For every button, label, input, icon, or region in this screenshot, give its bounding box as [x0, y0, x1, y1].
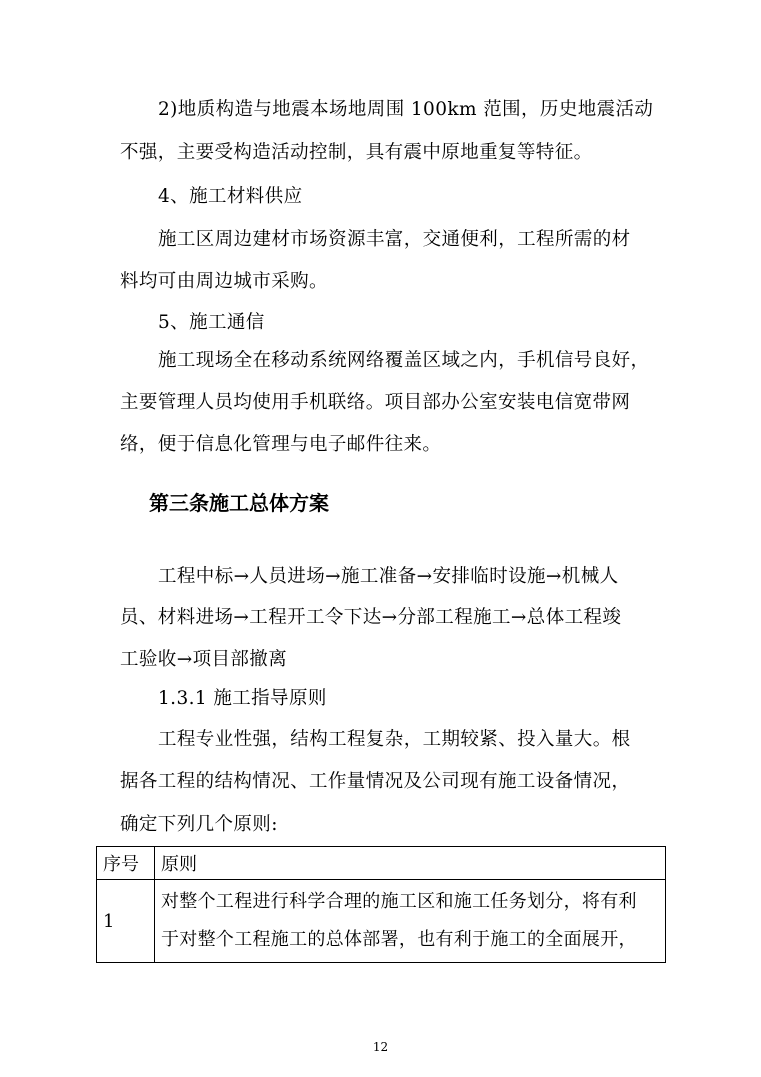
row-principle-line-1: 对整个工程进行科学合理的施工区和施工任务划分，将有利 — [161, 891, 637, 912]
header-number: 序号 — [97, 847, 155, 880]
paragraph-geology-line-1: 2)地质构造与地震本场地周围 100km 范围，历史地震活动 — [158, 99, 654, 120]
subheading-principles: 1.3.1 施工指导原则 — [158, 688, 327, 709]
row-principle-text — [155, 880, 666, 963]
flow-line-2: 员、材料进场→工程开工令下达→分部工程施工→总体工程竣 — [120, 607, 622, 628]
principles-table — [96, 846, 666, 963]
page-number: 12 — [372, 1040, 389, 1054]
comms-heading: 5、施工通信 — [158, 312, 265, 333]
paragraph-geology-line-2: 不强，主要受构造活动控制，具有震中原地重复等特征。 — [120, 142, 593, 163]
paragraph-comms-line-3: 络，便于信息化管理与电子邮件往来。 — [120, 434, 442, 455]
paragraph-materials-line-2: 料均可由周边城市采购。 — [120, 271, 328, 292]
flow-line-1: 工程中标→人员进场→施工准备→安排临时设施→机械人 — [158, 566, 619, 587]
paragraph-materials-line-1: 施工区周边建材市场资源丰富，交通便利，工程所需的材 — [158, 229, 631, 250]
table-row — [97, 880, 666, 963]
row-principle-line-2: 于对整个工程施工的总体部署，也有利于施工的全面展开， — [161, 929, 637, 950]
flow-line-3: 工验收→项目部撤离 — [120, 649, 288, 670]
materials-heading: 4、施工材料供应 — [158, 186, 303, 207]
paragraph-comms-line-2: 主要管理人员均使用手机联络。项目部办公室安装电信宽带网 — [120, 392, 631, 413]
header-principle: 原则 — [155, 847, 666, 880]
principle-intro-line-1: 工程专业性强，结构工程复杂，工期较紧、投入量大。根 — [158, 729, 631, 750]
principle-intro-line-3: 确定下列几个原则: — [120, 814, 278, 835]
row-number: 1 — [97, 880, 155, 963]
principle-intro-line-2: 据各工程的结构情况、工作量情况及公司现有施工设备情况， — [120, 771, 631, 792]
table-header-row — [97, 847, 666, 880]
paragraph-comms-line-1: 施工现场全在移动系统网络覆盖区域之内，手机信号良好， — [158, 350, 650, 371]
section-title: 第三条施工总体方案 — [149, 491, 329, 515]
